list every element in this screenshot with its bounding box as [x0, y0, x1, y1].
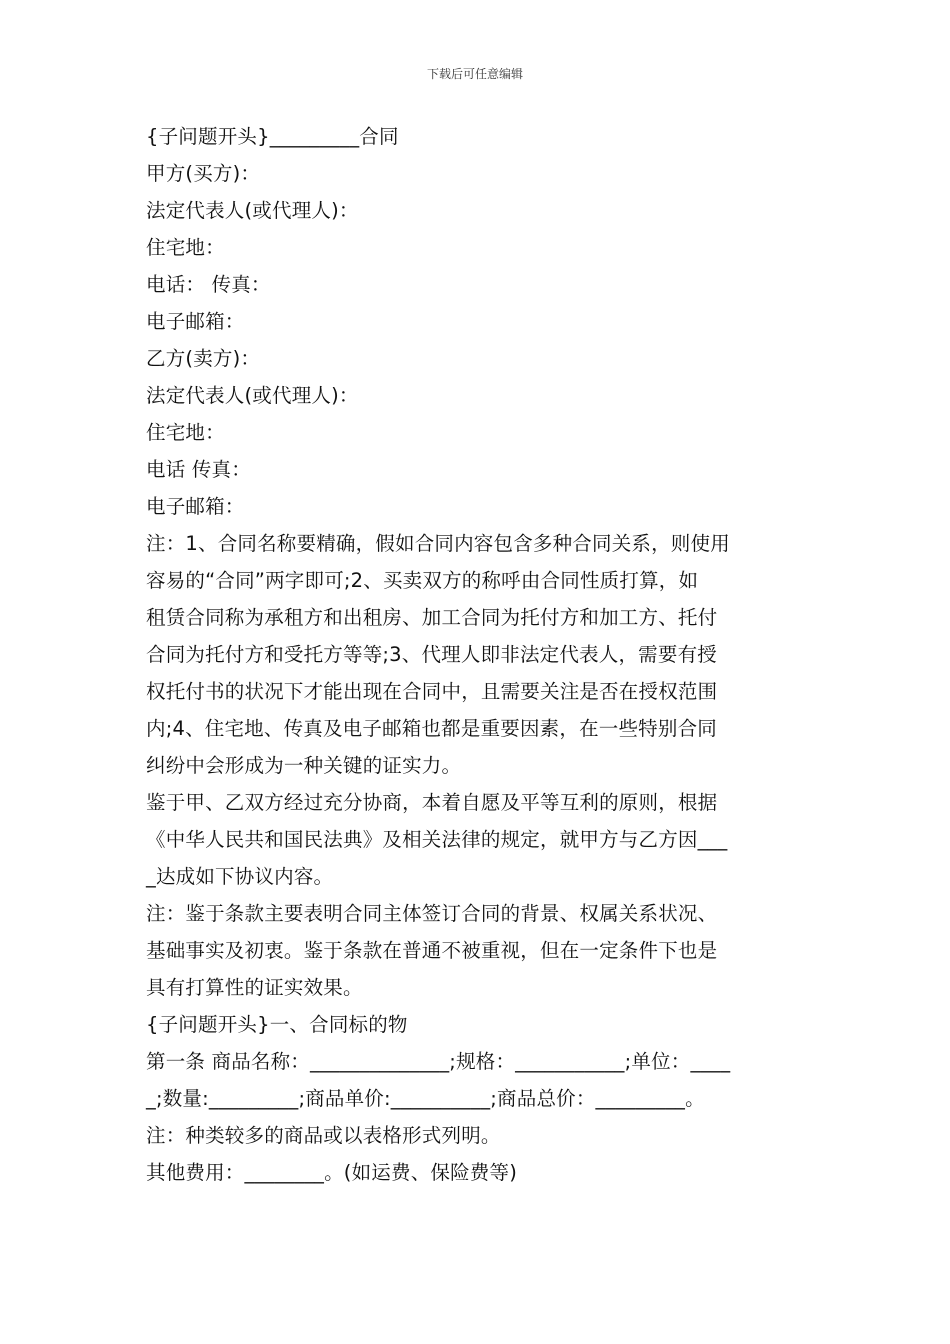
page-header: 下载后可任意编辑: [426, 67, 523, 81]
article-1-line: 第一条 商品名称：______________;规格：___________;单位：____: [146, 1050, 731, 1073]
party-b-phone-fax: 电话 传真：: [146, 458, 251, 481]
recital: [146, 784, 806, 895]
note-1-line: 容易的“合同”两字即可;2、买卖双方的称呼由合同性质打算，如: [146, 569, 699, 592]
note-1-line: 权托付书的状况下才能出现在合同中，且需要关注是否在授权范围: [146, 680, 718, 703]
contract-title: {子问题开头}_________合同: [146, 125, 399, 148]
note-1-line: 合同为托付方和受托方等等;3、代理人即非法定代表人，需要有授: [146, 643, 717, 666]
note-2-line: 基础事实及初衷。鉴于条款在普通不被重视，但在一定条件下也是: [146, 939, 718, 962]
note-1-line: 注：1、合同名称要精确，假如合同内容包含多种合同关系，则使用: [146, 532, 730, 555]
party-b-label: 乙方(卖方)：: [146, 347, 261, 370]
note-3: 注：种类较多的商品或以表格形式列明。: [146, 1124, 501, 1147]
party-a-phone-fax: 电话： 传真：: [146, 273, 271, 296]
note-1-line: 内;4、住宅地、传真及电子邮箱也都是重要因素，在一些特别合同: [146, 717, 717, 740]
note-2-line: 具有打算性的证实效果。: [146, 976, 363, 999]
party-a-address: 住宅地：: [146, 236, 225, 259]
party-b-email: 电子邮箱：: [146, 495, 245, 518]
document-body: [146, 118, 806, 1191]
party-b-address: 住宅地：: [146, 421, 225, 444]
article-1: [146, 1043, 806, 1117]
party-a-label: 甲方(买方)：: [146, 162, 261, 185]
note-2-line: 注：鉴于条款主要表明合同主体签订合同的背景、权属关系状况、: [146, 902, 718, 925]
party-a-representative: 法定代表人(或代理人)：: [146, 199, 359, 222]
other-fees: 其他费用：________。(如运费、保险费等): [146, 1161, 518, 1184]
party-a-email: 电子邮箱：: [146, 310, 245, 333]
section-1-title: {子问题开头}一、合同标的物: [146, 1013, 408, 1036]
article-1-line: _;数量:_________;商品单价:__________;商品总价：_________。: [146, 1087, 705, 1110]
note-1-line: 纠纷中会形成为一种关键的证实力。: [146, 754, 462, 777]
note-1: [146, 525, 806, 784]
recital-line: 《中华人民共和国民法典》及相关法律的规定，就甲方与乙方因___: [146, 828, 728, 851]
recital-line: _达成如下协议内容。: [146, 865, 334, 888]
party-b-representative: 法定代表人(或代理人)：: [146, 384, 359, 407]
note-2: [146, 895, 806, 1006]
recital-line: 鉴于甲、乙双方经过充分协商，本着自愿及平等互利的原则，根据: [146, 791, 718, 814]
note-1-line: 租赁合同称为承租方和出租房、加工合同为托付方和加工方、托付: [146, 606, 718, 629]
